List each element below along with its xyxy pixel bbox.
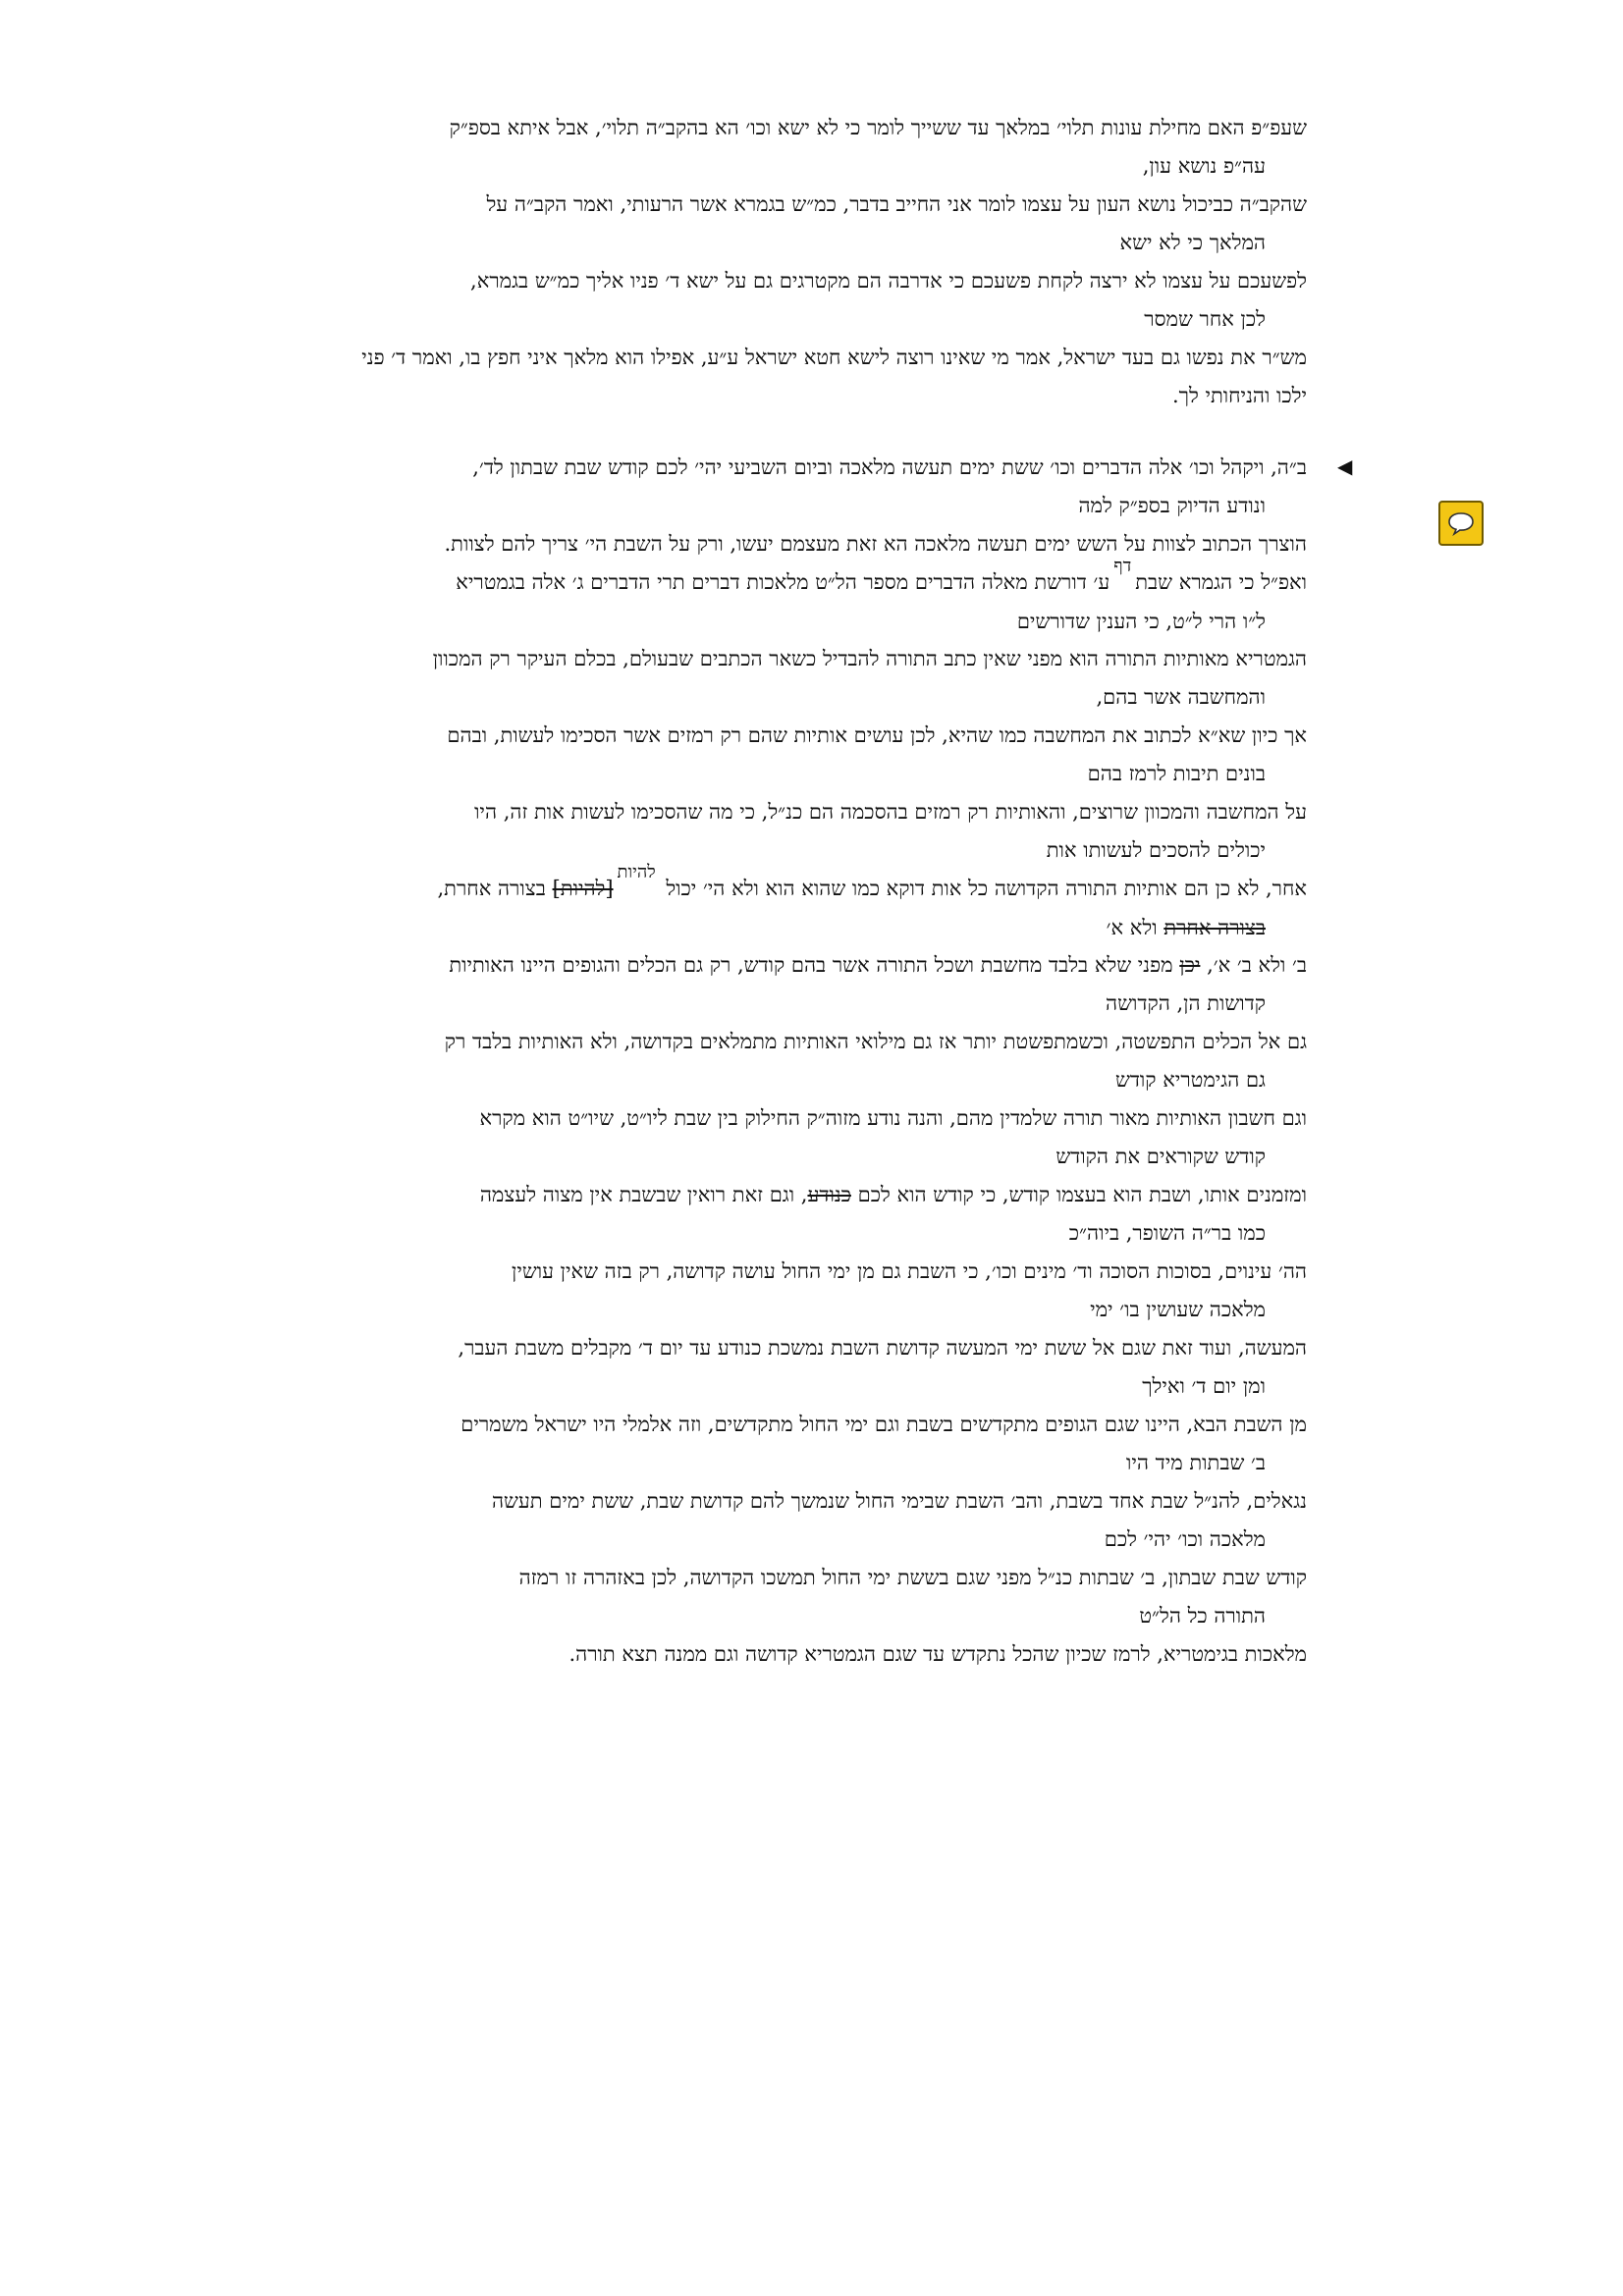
text-line: על המחשבה והמכוון שרוצים, והאותיות רק רמזים בהסכמה הם כנ״ל, כי מה שהסכימו לעשות אות זה, היו bbox=[474, 800, 1307, 824]
text-line: והמחשבה אשר בהם, bbox=[1096, 685, 1266, 709]
paragraph-6 bbox=[445, 525, 1308, 563]
struck-text: כנודע bbox=[807, 1183, 851, 1206]
text-segment: מפני שלא בלבד מחשבת ושכל התורה אשר בהם קודש, רק גם הכלים והגופים היינו האותיות bbox=[449, 953, 1173, 977]
text-line bbox=[437, 862, 1307, 909]
text-line: וגם חשבון האותיות מאור תורה שלמדין מהם, והנה נודע מזוה״ק החילוק בין שבת ליו״ט, שיו״ט הוא מקרא bbox=[479, 1106, 1307, 1130]
struck-text: [להיות] bbox=[552, 877, 614, 900]
paragraph-7 bbox=[456, 556, 1307, 641]
text-line: ב׳ שבתות מיד היו bbox=[1126, 1451, 1266, 1474]
text-segment: ואפ״ל כי הגמרא שבת bbox=[1135, 570, 1307, 594]
bullet-icon: ◀ bbox=[1337, 454, 1353, 478]
text-segment: ומזמנים אותו, ושבת הוא בעצמו קודש, כי קודש הוא לכם bbox=[857, 1183, 1307, 1206]
text-line: מלאכות בגימטריא, לרמז שכיון שהכל נתקדש עד שגם הגמטריא קדושה וגם ממנה תצא תורה. bbox=[568, 1642, 1307, 1666]
text-line bbox=[449, 946, 1307, 985]
paragraph-15 bbox=[480, 1176, 1307, 1253]
text-line: ומן יום ד׳ ואילך bbox=[1142, 1374, 1266, 1398]
text-line bbox=[456, 556, 1307, 603]
text-line: המלאך כי לא ישא bbox=[1119, 231, 1266, 254]
text-line: קדושות הן, הקדושה bbox=[1106, 991, 1266, 1015]
paragraph-21 bbox=[568, 1635, 1307, 1674]
paragraph-16 bbox=[512, 1253, 1307, 1329]
text-line: בונים תיבות לרמז בהם bbox=[1087, 762, 1266, 785]
paragraph-2 bbox=[486, 186, 1307, 262]
text-line: ב״ה, ויקהל וכו׳ אלה הדברים וכו׳ ששת ימים תעשה מלאכה וביום השביעי יהי׳ לכם קודש שבת שבתון לד׳, bbox=[472, 455, 1307, 479]
paragraph-17 bbox=[458, 1329, 1307, 1406]
paragraph-14 bbox=[480, 1099, 1307, 1176]
text-line: ילכו והניחותי לך. bbox=[1171, 384, 1307, 407]
text-line bbox=[480, 1176, 1307, 1214]
paragraph-5 bbox=[472, 449, 1307, 525]
text-line: לפשעכם על עצמו לא ירצה לקחת פשעכם כי אדרבה הם מקטרגים גם על ישא ד׳ פניו אליך כמ״ש בגמרא, bbox=[470, 269, 1307, 293]
paragraph-11 bbox=[437, 862, 1307, 947]
text-line: מש״ר את נפשו גם בעד ישראל, אמר מי שאינו רוצה לישא חטא ישראל ע״ע, אפילו הוא מלאך איני חפץ בו, ואמר ד׳ פני bbox=[361, 346, 1307, 369]
text-line: לכן אחר שמסר bbox=[1144, 307, 1266, 331]
text-line: עה״פ נושא עון, bbox=[1142, 154, 1266, 178]
text-line: מלאכה וכו׳ יהי׳ לכם bbox=[1104, 1527, 1266, 1551]
struck-text: בצורה אחרת bbox=[1163, 916, 1266, 939]
paragraph-12 bbox=[449, 946, 1307, 1023]
paragraph-1 bbox=[450, 109, 1307, 186]
text-line: ונודע הדיוק בספ״ק למה bbox=[1078, 494, 1266, 517]
text-line: אך כיון שא״א לכתוב את המחשבה כמו שהיא, לכן עושים אותיות שהם רק רמזים אשר הסכימו לעשות, ובהם bbox=[447, 723, 1307, 747]
text-segment: ולא א׳ bbox=[1106, 916, 1158, 939]
paragraph-10 bbox=[474, 793, 1307, 870]
comment-icon[interactable] bbox=[1438, 501, 1484, 546]
paragraph-9 bbox=[447, 717, 1307, 793]
text-line: התורה כל הל״ט bbox=[1139, 1604, 1266, 1628]
paragraph-19 bbox=[492, 1482, 1307, 1559]
text-line: הוצרך הכתוב לצוות על השש ימים תעשה מלאכה הא זאת מעצמם יעשו, ורק על השבת הי׳ צריך להם לצוות. bbox=[444, 532, 1307, 556]
text-line: שהקב״ה כביכול נושא העון על עצמו לומר אני החייב בדבר, כמ״ש בגמרא אשר הרעותי, ואמר הקב״ה על bbox=[486, 192, 1307, 216]
paragraph-3 bbox=[470, 262, 1307, 339]
text-line: מלאכה שעושין בו׳ ימי bbox=[1090, 1298, 1266, 1321]
paragraph-18 bbox=[460, 1406, 1307, 1482]
paragraph-8 bbox=[433, 640, 1307, 717]
text-line: גם הגימטריא קודש bbox=[1114, 1068, 1266, 1092]
paragraph-20 bbox=[519, 1559, 1307, 1635]
paragraph-13 bbox=[445, 1023, 1307, 1099]
superscript-insertion: דף bbox=[1113, 556, 1132, 576]
text-line: מן השבת הבא, היינו שגם הגופים מתקדשים בשבת וגם ימי החול מתקדשים, וזה אלמלי היו ישראל משמרים bbox=[460, 1413, 1307, 1436]
text-line: שעפ״פ האם מחילת עונות תלוי׳ במלאך עד ששייך לומר כי לא ישא וכו׳ הא בהקב״ה תלוי׳, אבל איתא בספ״ק bbox=[449, 116, 1307, 139]
paragraph-4 bbox=[361, 339, 1307, 415]
text-line: גם אל הכלים התפשטה, וכשמתפשטת יותר אז גם מילואי האותיות מתמלאים בקדושה, ולא האותיות בלבד רק bbox=[444, 1030, 1307, 1053]
text-segment: ב׳ ולא ב׳ א׳, bbox=[1207, 953, 1307, 977]
text-line: קודש שקוראים את הקודש bbox=[1055, 1145, 1266, 1168]
text-line: המעשה, ועוד זאת שגם אל ששת ימי המעשה קדושת השבת נמשכת כנודע עד יום ד׳ מקבלים משבת העבר, bbox=[458, 1336, 1307, 1360]
text-segment: , וגם זאת רואין שבשבת אין מצוה לעצמה bbox=[479, 1183, 808, 1206]
text-line: נגאלים, להנ״ל שבת אחד בשבת, והב׳ השבת שבימי החול שנמשך להם קדושת שבת, ששת ימים תעשה bbox=[491, 1489, 1307, 1513]
text-segment: ע׳ דורשת מאלה הדברים מספר הל״ט מלאכות דברים תרי הדברים ג׳ אלה בגמטריא bbox=[456, 570, 1110, 594]
superscript-insertion: להיות bbox=[617, 862, 656, 882]
text-segment: אחר, לא כן הם אותיות התורה הקדושה כל אות דוקא כמו שהוא הוא ולא הי׳ יכול bbox=[666, 877, 1307, 900]
text-line: יכולים להסכים לעשותו אות bbox=[1046, 838, 1266, 862]
text-line: כמו בר״ה השופר, ביוה״כ bbox=[1068, 1221, 1266, 1245]
text-line: קודש שבת שבתון, ב׳ שבתות כנ״ל מפני שגם בששת ימי החול תמשכו הקדושה, לכן באזהרה זו רמזה bbox=[518, 1566, 1307, 1589]
text-line: הה׳ עינוים, בסוכות הסוכה וד׳ מינים וכו׳, כי השבת גם מן ימי החול עושה קדושה, רק בזה שאין עושין bbox=[511, 1259, 1307, 1283]
text-line: ל״ו הרי ל״ט, כי הענין שדורשים bbox=[1016, 610, 1266, 633]
struck-text: יכן bbox=[1179, 953, 1201, 977]
text-segment: בצורה אחרת, bbox=[437, 877, 546, 900]
text-line bbox=[437, 909, 1307, 947]
text-line: הגמטריא מאותיות התורה הוא מפני שאין כתב התורה להבדיל כשאר הכתבים שבעולם, בכלם העיקר רק המכוון bbox=[432, 647, 1307, 670]
